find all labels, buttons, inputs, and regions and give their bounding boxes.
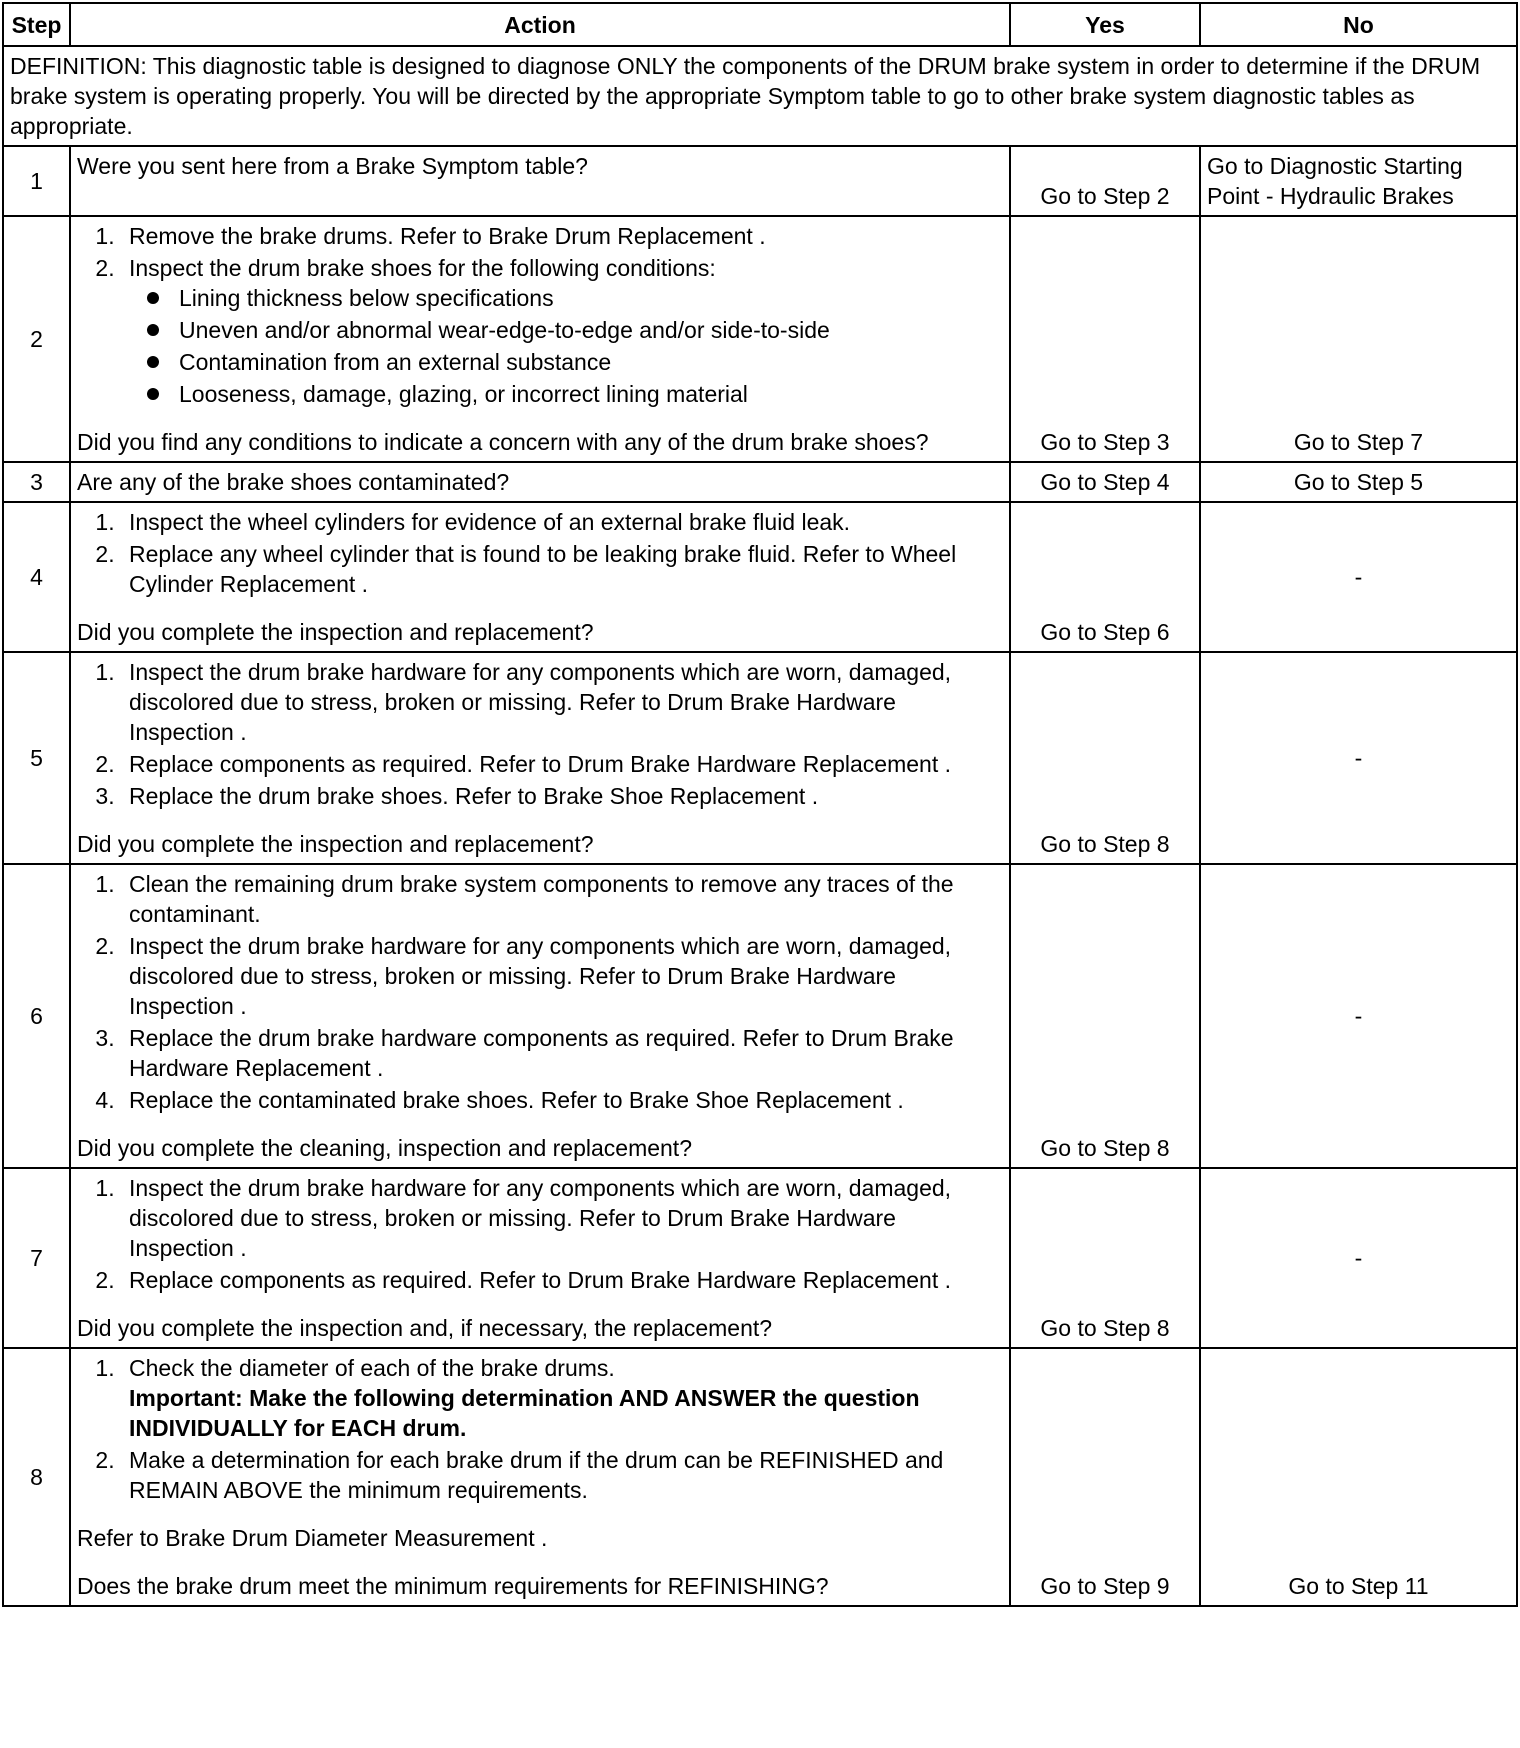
step-number: 5 [3,652,70,864]
action-cell [70,1348,1010,1606]
list-item: 1. Inspect the wheel cylinders for evidence of an external brake fluid leak. [121,507,1003,537]
table-row [3,146,1517,216]
action-cell [70,864,1010,1168]
step-number: 6 [3,864,70,1168]
question-text: Did you find any conditions to indicate a concern with any of the drum brake shoes? [77,429,929,455]
bullet-item: Uneven and/or abnormal wear-edge-to-edge and/or side-to-side [173,315,1003,345]
yes-cell: Go to Step 6 [1010,502,1200,652]
table-row [3,864,1517,1168]
action-list [77,869,1003,1115]
list-item: 1. Inspect the drum brake hardware for any components which are worn, damaged, discolored due to stress, broken or missing. Refer to Drum Brake Hardware Inspection . [121,1173,1003,1263]
list-item: 1. Inspect the drum brake hardware for any components which are worn, damaged, discolored due to stress, broken or missing. Refer to Drum Brake Hardware Inspection . [121,657,1003,747]
step-number: 2 [3,216,70,462]
definition-text: DEFINITION: This diagnostic table is designed to diagnose ONLY the components of the DRUM brake system in order to determine if the DRUM brake system is operating properly. You will be directed by the appropriate Symptom table to go to other brake system diagnostic tables as appropriate. [3,46,1517,146]
no-cell: Go to Diagnostic Starting Point - Hydraulic Brakes [1200,146,1517,216]
action-cell [70,652,1010,864]
list-item: 3. Replace the drum brake shoes. Refer to Brake Shoe Replacement . [121,781,1003,811]
bullet-item: Lining thickness below specifications [173,283,1003,313]
question-text: Did you complete the inspection and replacement? [77,831,594,857]
list-item: 2. Make a determination for each brake drum if the drum can be REFINISHED and REMAIN ABOVE the minimum requirements. [121,1445,1003,1505]
yes-cell: Go to Step 9 [1010,1348,1200,1606]
action-cell [70,502,1010,652]
list-item-text: Check the diameter of each of the brake drums. [129,1355,615,1381]
action-list [77,1353,1003,1505]
important-note: Important: Make the following determination AND ANSWER the question INDIVIDUALLY for EACH drum. [129,1385,920,1441]
condition-list [129,283,1003,409]
no-cell: - [1200,1168,1517,1348]
bullet-item: Contamination from an external substance [173,347,1003,377]
list-item: 2. Inspect the drum brake hardware for any components which are worn, damaged, discolored due to stress, broken or missing. Refer to Drum Brake Hardware Inspection . [121,931,1003,1021]
question-text: Were you sent here from a Brake Symptom table? [77,153,588,179]
table-row [3,502,1517,652]
definition-row [3,46,1517,146]
yes-cell: Go to Step 8 [1010,1168,1200,1348]
action-list [77,657,1003,811]
question-text: Does the brake drum meet the minimum requirements for REFINISHING? [77,1573,829,1599]
action-list [77,221,1003,409]
yes-cell: Go to Step 3 [1010,216,1200,462]
no-cell: Go to Step 7 [1200,216,1517,462]
yes-cell: Go to Step 8 [1010,652,1200,864]
step-number: 1 [3,146,70,216]
header-no: No [1200,3,1517,46]
list-item [121,1353,1003,1443]
table-row [3,216,1517,462]
action-list [77,507,1003,599]
list-item-text: Inspect the drum brake shoes for the following conditions: [129,255,716,281]
list-item [121,253,1003,409]
no-cell: - [1200,502,1517,652]
action-cell [70,462,1010,502]
table-row [3,1348,1517,1606]
yes-cell: Go to Step 2 [1010,146,1200,216]
list-item: 1. Clean the remaining drum brake system components to remove any traces of the contaminant. [121,869,1003,929]
question-text: Did you complete the inspection and replacement? [77,619,594,645]
bullet-item: Looseness, damage, glazing, or incorrect lining material [173,379,1003,409]
action-cell [70,146,1010,216]
no-cell: Go to Step 5 [1200,462,1517,502]
list-item: 3. Replace the drum brake hardware components as required. Refer to Drum Brake Hardware Replacement . [121,1023,1003,1083]
no-cell: Go to Step 11 [1200,1348,1517,1606]
header-action: Action [70,3,1010,46]
list-item: 1. Remove the brake drums. Refer to Brake Drum Replacement . [121,221,1003,251]
question-text: Are any of the brake shoes contaminated? [77,469,510,495]
step-number: 8 [3,1348,70,1606]
list-item: 4. Replace the contaminated brake shoes. Refer to Brake Shoe Replacement . [121,1085,1003,1115]
header-step: Step [3,3,70,46]
table-row [3,652,1517,864]
header-yes: Yes [1010,3,1200,46]
action-cell [70,1168,1010,1348]
list-item: 2. Replace any wheel cylinder that is found to be leaking brake fluid. Refer to Wheel Cylinder Replacement . [121,539,1003,599]
question-text: Did you complete the cleaning, inspection and replacement? [77,1135,692,1161]
action-list [77,1173,1003,1295]
table-row [3,1168,1517,1348]
header-row [3,3,1517,46]
yes-cell: Go to Step 4 [1010,462,1200,502]
step-number: 4 [3,502,70,652]
list-item: 2. Replace components as required. Refer to Drum Brake Hardware Replacement . [121,749,1003,779]
diagnostic-table [2,2,1518,1607]
question-text: Did you complete the inspection and, if necessary, the replacement? [77,1315,773,1341]
no-cell: - [1200,864,1517,1168]
no-cell: - [1200,652,1517,864]
step-number: 3 [3,462,70,502]
table-row [3,462,1517,502]
action-cell [70,216,1010,462]
list-item: 2. Replace components as required. Refer to Drum Brake Hardware Replacement . [121,1265,1003,1295]
yes-cell: Go to Step 8 [1010,864,1200,1168]
reference-text: Refer to Brake Drum Diameter Measurement . [77,1525,548,1551]
step-number: 7 [3,1168,70,1348]
